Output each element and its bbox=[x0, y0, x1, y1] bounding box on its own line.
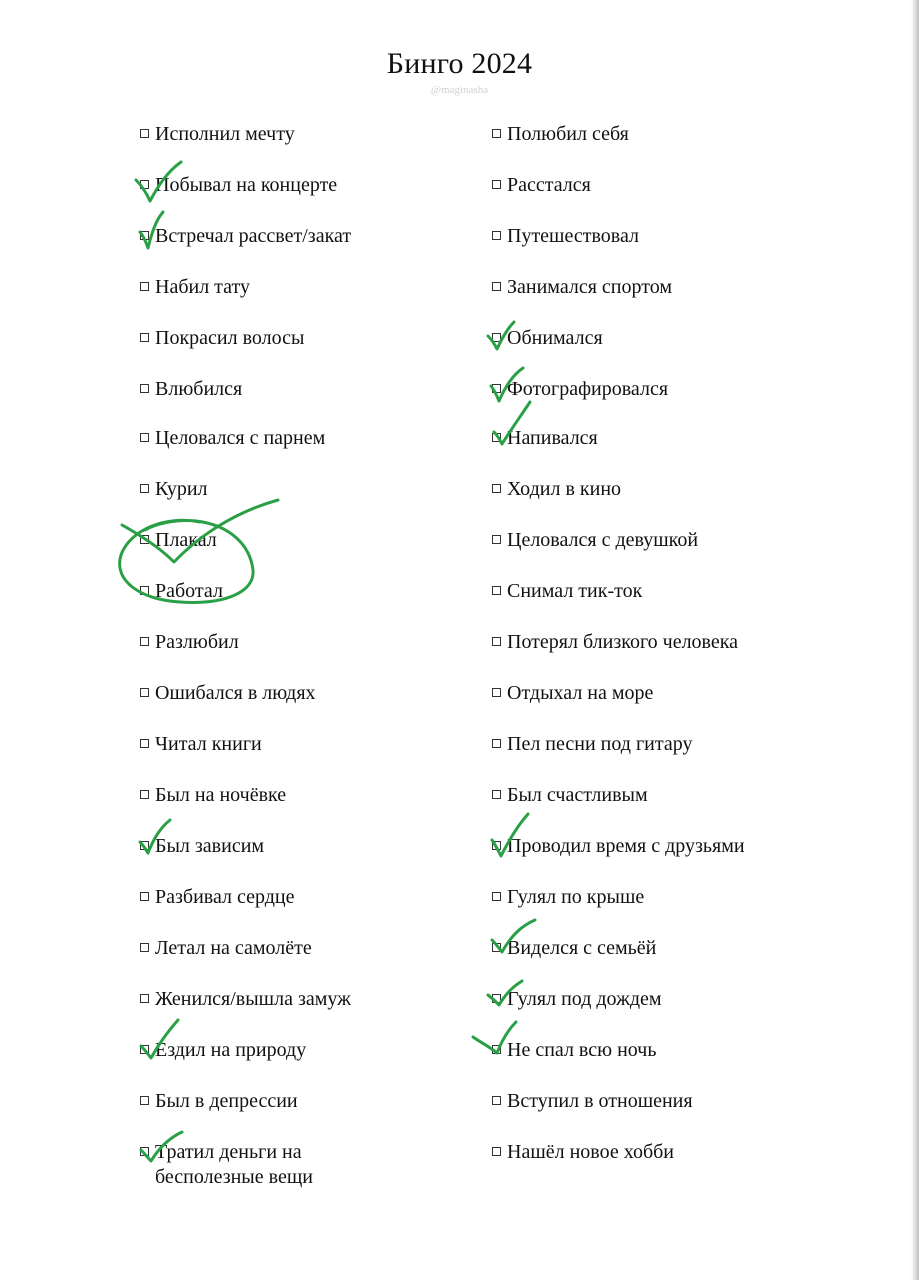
bingo-item[interactable] bbox=[140, 885, 455, 910]
item-label: Фотографировался bbox=[507, 378, 669, 400]
item-label: Ездил на природу bbox=[155, 1039, 307, 1061]
checkbox[interactable] bbox=[492, 384, 501, 393]
checkbox[interactable] bbox=[140, 586, 149, 595]
item-label: Целовался с парнем bbox=[155, 427, 326, 449]
bingo-item[interactable] bbox=[492, 426, 807, 451]
bingo-item[interactable] bbox=[140, 1140, 345, 1190]
bingo-item[interactable] bbox=[140, 579, 455, 604]
checkbox[interactable] bbox=[492, 180, 501, 189]
bingo-item[interactable] bbox=[140, 528, 455, 553]
checkbox[interactable] bbox=[140, 1045, 149, 1054]
bingo-item[interactable] bbox=[140, 732, 455, 757]
item-label: Напивался bbox=[507, 427, 598, 449]
bingo-item[interactable] bbox=[492, 783, 807, 808]
bingo-item[interactable] bbox=[140, 377, 455, 402]
checkbox[interactable] bbox=[140, 637, 149, 646]
item-label: Не спал всю ночь bbox=[507, 1039, 657, 1061]
bingo-item[interactable] bbox=[492, 987, 807, 1012]
checkbox[interactable] bbox=[492, 333, 501, 342]
bingo-item[interactable] bbox=[492, 173, 807, 198]
bingo-item[interactable] bbox=[140, 224, 455, 249]
checkbox[interactable] bbox=[492, 637, 501, 646]
item-label: Женился/вышла замуж bbox=[155, 988, 351, 1010]
item-label: Расстался bbox=[507, 174, 591, 196]
checkbox[interactable] bbox=[140, 1147, 149, 1156]
item-label: Плакал bbox=[155, 529, 217, 551]
checkbox[interactable] bbox=[492, 129, 501, 138]
item-label: Ошибался в людях bbox=[155, 682, 316, 704]
checkbox[interactable] bbox=[492, 484, 501, 493]
item-label: Полюбил себя bbox=[507, 123, 629, 145]
item-label: Влюбился bbox=[155, 378, 243, 400]
checkbox[interactable] bbox=[492, 892, 501, 901]
item-label: Летал на самолёте bbox=[155, 937, 312, 959]
checkbox[interactable] bbox=[140, 180, 149, 189]
item-label: Был на ночёвке bbox=[155, 784, 287, 806]
bingo-item[interactable] bbox=[492, 477, 807, 502]
checkbox[interactable] bbox=[140, 129, 149, 138]
checkbox[interactable] bbox=[140, 892, 149, 901]
bingo-item[interactable] bbox=[492, 224, 807, 249]
checkbox[interactable] bbox=[140, 790, 149, 799]
checkbox[interactable] bbox=[140, 739, 149, 748]
checkbox[interactable] bbox=[492, 586, 501, 595]
item-label: Путешествовал bbox=[507, 225, 639, 247]
item-label: Снимал тик-ток bbox=[507, 580, 643, 602]
checkbox[interactable] bbox=[140, 841, 149, 850]
checkbox[interactable] bbox=[140, 433, 149, 442]
checkbox[interactable] bbox=[492, 739, 501, 748]
checkbox[interactable] bbox=[140, 282, 149, 291]
item-label: Пел песни под гитару bbox=[507, 733, 693, 755]
bingo-item[interactable] bbox=[492, 834, 807, 859]
page-title: Бинго 2024 bbox=[386, 47, 533, 80]
checkbox[interactable] bbox=[492, 433, 501, 442]
bingo-item[interactable] bbox=[140, 1038, 455, 1063]
bingo-item[interactable] bbox=[492, 732, 807, 757]
item-label: Был в депрессии bbox=[155, 1090, 298, 1112]
bingo-item[interactable] bbox=[140, 477, 455, 502]
item-label: Разлюбил bbox=[155, 631, 239, 653]
bingo-item[interactable] bbox=[492, 326, 807, 351]
checkbox[interactable] bbox=[140, 1096, 149, 1105]
checkbox[interactable] bbox=[140, 484, 149, 493]
item-label: Встречал рассвет/закат bbox=[155, 225, 352, 247]
item-label: Ходил в кино bbox=[507, 478, 622, 500]
item-label: Набил тату bbox=[155, 276, 250, 298]
bingo-item[interactable] bbox=[140, 936, 455, 961]
bingo-item[interactable] bbox=[140, 173, 455, 198]
bingo-item[interactable] bbox=[140, 783, 455, 808]
checkbox[interactable] bbox=[140, 333, 149, 342]
checkbox[interactable] bbox=[492, 994, 501, 1003]
item-label: Виделся с семьёй bbox=[507, 937, 657, 959]
item-label: Потерял близкого человека bbox=[507, 631, 739, 653]
checkbox[interactable] bbox=[140, 943, 149, 952]
item-label: Занимался спортом bbox=[507, 276, 672, 298]
bingo-item[interactable] bbox=[492, 1140, 807, 1165]
bingo-item[interactable] bbox=[492, 936, 807, 961]
item-label: Гулял под дождем bbox=[507, 988, 662, 1010]
bingo-item[interactable] bbox=[492, 122, 807, 147]
bingo-item[interactable] bbox=[140, 122, 455, 147]
item-label: Курил bbox=[155, 478, 208, 500]
bingo-item[interactable] bbox=[492, 885, 807, 910]
bingo-item[interactable] bbox=[140, 275, 455, 300]
checkbox[interactable] bbox=[492, 535, 501, 544]
item-label: Исполнил мечту bbox=[155, 123, 295, 145]
item-label: Проводил время с друзьями bbox=[507, 835, 745, 857]
bingo-item[interactable] bbox=[492, 579, 807, 604]
item-label: Читал книги bbox=[155, 733, 262, 755]
item-label: Обнимался bbox=[507, 327, 603, 349]
checkbox[interactable] bbox=[140, 535, 149, 544]
item-label: Нашёл новое хобби bbox=[507, 1141, 675, 1163]
checkbox[interactable] bbox=[140, 231, 149, 240]
item-label: Покрасил волосы bbox=[155, 327, 305, 349]
item-label: Отдыхал на море bbox=[507, 682, 654, 704]
bingo-item[interactable] bbox=[492, 1089, 807, 1114]
checkbox[interactable] bbox=[492, 790, 501, 799]
bingo-item[interactable] bbox=[492, 528, 807, 553]
item-label: Работал bbox=[155, 580, 223, 602]
bingo-item[interactable] bbox=[140, 987, 455, 1012]
watermark: @maginasha bbox=[430, 84, 489, 96]
checkbox[interactable] bbox=[492, 1147, 501, 1156]
checkbox[interactable] bbox=[492, 231, 501, 240]
bingo-item[interactable] bbox=[140, 681, 455, 706]
item-label: Тратил деньги на бесполезные вещи bbox=[155, 1141, 313, 1188]
checkbox[interactable] bbox=[492, 841, 501, 850]
bingo-item[interactable] bbox=[140, 1089, 455, 1114]
item-label: Гулял по крыше bbox=[507, 886, 645, 908]
bingo-item[interactable] bbox=[140, 326, 455, 351]
item-label: Был зависим bbox=[155, 835, 265, 857]
bingo-item[interactable] bbox=[492, 275, 807, 300]
page-edge-shadow bbox=[911, 0, 919, 1280]
checkbox[interactable] bbox=[492, 943, 501, 952]
bingo-item[interactable] bbox=[140, 630, 455, 655]
checkbox[interactable] bbox=[492, 282, 501, 291]
checkbox[interactable] bbox=[492, 1045, 501, 1054]
checkbox[interactable] bbox=[492, 1096, 501, 1105]
checkbox[interactable] bbox=[140, 384, 149, 393]
item-label: Разбивал сердце bbox=[155, 886, 295, 908]
item-label: Вступил в отношения bbox=[507, 1090, 693, 1112]
bingo-item[interactable] bbox=[140, 834, 455, 859]
item-label: Был счастливым bbox=[507, 784, 648, 806]
bingo-item[interactable] bbox=[492, 630, 807, 655]
bingo-item[interactable] bbox=[492, 681, 807, 706]
checkbox[interactable] bbox=[140, 994, 149, 1003]
bingo-item[interactable] bbox=[492, 377, 807, 402]
bingo-item[interactable] bbox=[492, 1038, 807, 1063]
checkbox[interactable] bbox=[492, 688, 501, 697]
bingo-item[interactable] bbox=[140, 426, 455, 451]
item-label: Целовался с девушкой bbox=[507, 529, 699, 551]
checkbox[interactable] bbox=[140, 688, 149, 697]
item-label: Побывал на концерте bbox=[155, 174, 338, 196]
